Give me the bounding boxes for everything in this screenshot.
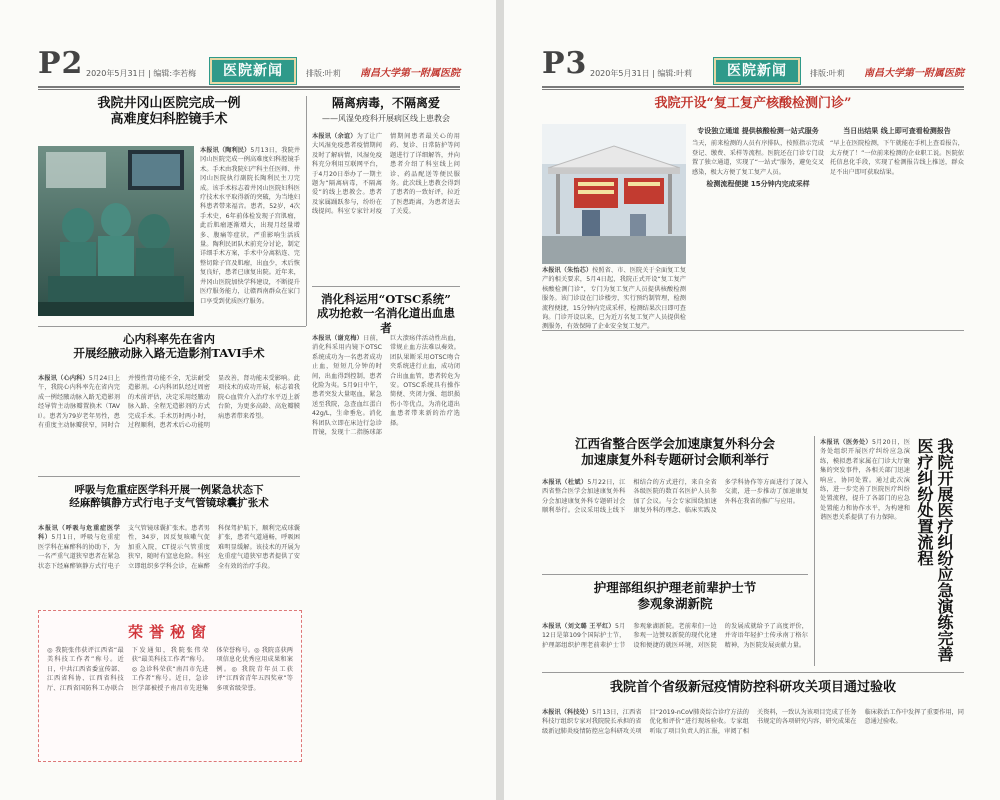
surgery-photo-image [38, 146, 194, 316]
article-text: “早上在医院检测，下午就能在手机上查看报告，太方便了！”一位前来检测的企业职工说。医院依托信息化手段，实现了检测报告线上推送，群众足不出户即可获取结果。 [830, 140, 964, 176]
layout-name: 叶莉 [324, 69, 341, 78]
article-text: 日前，消化科采用内镜下OTSC系统成功为一名患者成功止血，短短几分钟的时间，出血得到控制，患者化险为夷。5月9日中午，患者突发大量呕血，紧急送至我院，急查血红蛋白42g/L，生命垂危。消化科团队立即在床边行急诊胃镜，发现十二指肠球部巨大溃疡伴活动性出血，常规止血方法难以奏效。团队果断采用OTSC吻合夹系统进行止血，成功闭合出血血管，患者转危为安。OTSC系统具有操作简便、夹闭力强、组织损伤小等优点，为消化道出血患者带来新的治疗选择。 [312, 335, 460, 437]
subheadline: ——风湿免疫科开展病区线上患教会 [322, 114, 450, 123]
honors-title: 荣誉秘窗 [127, 623, 212, 641]
article-eras-headline [542, 436, 808, 476]
article-testing-clinic-headline [542, 96, 964, 118]
header-rule-thin [542, 89, 964, 90]
issue-date-text: 2020年5月31日 [86, 69, 146, 78]
headline-line1: 心内科率先在省内 [123, 332, 215, 346]
issue-date: 2020年5月31日 | 编辑:李若梅 [86, 69, 197, 78]
byline: 本报讯（杜斌） [542, 479, 588, 486]
page-header [542, 48, 964, 88]
article-text: 按照省、市、医院关于全面复工复产的相关要求，5月4日起，我院正式开设“复工复产核酸检测门诊”，专门为复工复产人员提供核酸检测服务。该门诊设在门诊楼旁，实行预约制管理，检测流程便捷，15分钟内完成采样，检测结果次日即可查询。门诊开设以来，已为近万名复工复产人员提供检测服务，有效保障了企业安全复工复产。 [542, 267, 687, 331]
editor-name: 李若梅 [172, 69, 197, 78]
article-text: 当天，前来检测的人员有序排队，按照指示完成登记、缴费、采样等流程。医院还在门诊专门设置了独立通道，实现了“一站式”服务，避免交叉感染，极大方便了复工复产人员。 [692, 140, 824, 176]
article-drill-body [820, 438, 910, 664]
headline: 我院开设“复工复产核酸检测门诊” [654, 96, 852, 111]
byline: 本报讯（朱怡芯） [542, 267, 593, 274]
article-text: 5月20日，医务处组织开展医疗纠纷应急演练，模拟患者家属在门诊大厅聚集的突发事件，各相关部门迅速响应，协同处置。通过此次演练，进一步完善了医院医疗纠纷处置流程，提升了各部门的应急处置能力和协作水平，为构建和谐医患关系提供了有力保障。 [820, 439, 911, 522]
article-testing-clinic-col3 [830, 124, 964, 324]
section-divider [542, 672, 964, 673]
newspaper-page-p2 [0, 0, 496, 800]
section-divider [542, 330, 964, 331]
section-divider [38, 476, 300, 477]
headline-line1: 护理部组织护理老前辈护士节 [593, 580, 757, 595]
page-gutter [496, 0, 504, 800]
headline: 我院首个省级新冠疫情防控科研攻关项目通过验收 [609, 680, 896, 695]
byline: 本报讯（刘文璐 王平红） [542, 623, 615, 630]
section-divider [312, 286, 460, 287]
section-divider [542, 574, 808, 575]
page-number: P2 [38, 46, 84, 81]
article-nursing-headline [542, 580, 808, 620]
layout-label: 排版: [306, 69, 325, 78]
column-divider [814, 436, 815, 666]
page-number: P3 [542, 46, 588, 81]
hospital-name: 南昌大学第一附属医院 [360, 68, 460, 79]
page-header [38, 48, 460, 88]
headline-line1: 呼吸与危重症医学科开展一例紧急状态下 [74, 484, 264, 496]
headline-line2: 高难度妇科腔镜手术 [110, 112, 228, 128]
byline: 本报讯（呼吸与危重症医学科） [38, 525, 120, 542]
byline: 本报讯（科技处） [542, 709, 593, 716]
article-text: 5月12日是第109个国际护士节，护理部组织护理老前辈护士节参观象湖新院。老前辈们一边参观一边赞叹新院的现代化建设和便捷的就医环境，对医院的发展成就给予了高度评价，并寄语年轻护士传承南丁格尔精神，为医院发展贡献力量。 [542, 623, 808, 649]
testing-tent-image [542, 124, 686, 264]
header-rule [542, 86, 964, 88]
article-text: 5月24日上午，我院心内科率先在省内完成一例经腋动脉入路无造影剂经导管主动脉瓣置换术（TAVI）。患者为79岁老年男性，患有重度主动脉瓣狭窄，同时合并慢性肾功能不全，无法耐受造影剂。心内科团队经过周密的术前评估，决定采用经腋动脉入路、全程无造影剂的方式完成手术。手术历时两小时，过程顺利，患者术后心功能明显改善，肾功能未受影响。此项技术的成功开展，标志着我院心血管介入治疗水平迈上新台阶，为更多高龄、高危瓣膜病患者带来希望。 [38, 375, 300, 430]
issue-date: 2020年5月31日 | 编辑:叶莉 [590, 69, 693, 78]
article-testing-clinic-col2 [692, 124, 824, 324]
subhead-process: 检测流程便捷 15分钟内完成采样 [706, 180, 810, 189]
honors-box [38, 610, 302, 762]
headline-line2: 经麻醉镇静方式行电子支气管镜球囊扩张术 [69, 497, 269, 510]
subhead-results: 当日出结果 线上即可查看检测报告 [843, 127, 951, 135]
surgery-photo [38, 146, 194, 316]
issue-date-text: 2020年5月31日 [590, 69, 650, 78]
headline: 隔离病毒，不隔离爱 [331, 96, 440, 110]
testing-tent-photo [542, 124, 686, 264]
article-gynecology-headline [38, 96, 300, 126]
hospital-name: 南昌大学第一附属医院 [864, 68, 964, 79]
article-testing-clinic-lead [542, 266, 687, 331]
article-bronchoscopy-body [38, 524, 300, 604]
article-nursing-body [542, 622, 808, 664]
article-otsc-headline [312, 292, 460, 335]
section-divider [38, 326, 306, 327]
article-research-body [542, 708, 964, 768]
headline-line2: 参观象湖新院 [637, 595, 713, 611]
layout-label: 排版: [810, 69, 829, 78]
article-text: 5月13日，我院井冈山医院完成一例高难度妇科腔镜手术。手术由我院妇产科主任医师、井冈山医院执行副院长陶利民主刀完成。该手术标志着井冈山医院妇科医疗技术水平取得新的突破，为当地妇科患者带来福音。患者，52岁，4次手术史，6年前体检发现子宫肌瘤，此后肌瘤逐渐增大，出现月经量增多、腹痛等症状，严重影响生活质量。陶利民团队术前充分讨论，制定详细手术方案，手术中分离粘连、完整切除子宫及肌瘤，出血少，术后恢复良好，患者已康复出院。近年来，井冈山医院加快学科建设，不断提升医疗服务能力，让赣西南群众在家门口享受到优质医疗服务。 [200, 147, 301, 305]
byline: 本报讯（心内科） [38, 375, 89, 382]
article-gynecology-body [200, 146, 300, 318]
article-text: 5月13日，江西省科技厅组织专家对我院院长承担的省级新冠肺炎疫情防控应急科研攻关项目“2019-nCoV肺炎综合诊疗方法的优化和评价”进行现场验收。专家组听取了项目负责人的汇报，审阅了相关资料，一致认为该项目完成了任务书规定的各项研究内容，研究成果在临床救治工作中发挥了重要作用，同意通过验收。 [542, 709, 964, 735]
headline-line2: 开展经腋动脉入路无造影剂TAVI手术 [73, 346, 265, 361]
newspaper-page-p3 [504, 0, 1000, 800]
headline-line2: 成功抢救一名消化道出血患者 [317, 306, 455, 335]
article-bronchoscopy-headline [38, 484, 300, 520]
byline: 本报讯（医务处） [820, 439, 872, 446]
honors-body: ◎ 我院张伟获评江西省“最美科技工作者”称号。近日，中共江西省委宣传部、江西省科协、江西省科技厅、江西省国防科工办联合下发通知，我院张伟荣获“最美科技工作者”称号。◎ 急诊科荣获“南昌市先进工作者”称号。近日，急诊医学部被授予南昌市先进集体荣誉称号。◎ 我院喜获两项信息化优秀应用成果和案例。◎ 我院青年员工获评“江西省青年五四奖章”等多项省级荣誉。 [47, 647, 293, 692]
byline: 本报讯（谢克梅） [312, 335, 364, 342]
layout-credit [306, 68, 341, 79]
headline-line1: 江西省整合医学会加速康复外科分会 [574, 436, 775, 451]
editor-label: 编辑: [153, 69, 173, 78]
headline-vertical: 我院开展医疗纠纷应急演练完善医疗纠纷处置流程 [915, 438, 954, 662]
editor-label: 编辑: [657, 69, 677, 78]
subhead-channel: 专设独立通道 提供核酸检测一站式服务 [697, 127, 819, 135]
article-rheumatology-body [312, 132, 460, 280]
column-divider [306, 96, 307, 326]
byline: 本报讯（余谊） [312, 133, 357, 140]
layout-credit [810, 68, 845, 79]
layout-name: 叶莉 [828, 69, 845, 78]
article-rheumatology-headline [312, 96, 460, 136]
header-rule [38, 86, 460, 88]
article-research-headline [542, 680, 964, 702]
article-otsc-body [312, 334, 460, 604]
article-text: 5月22日，江西省整合医学会加速康复外科分会加速康复外科专题研讨会顺利举行。会议采用线上线下相结合的方式进行，来自全省各级医院的数百名医护人员参加了会议。与会专家围绕加速康复外科的理念、临床实践及多学科协作等方面进行了深入交流，进一步推动了加速康复外科在我省的推广与应用。 [542, 479, 808, 515]
headline-line2: 加速康复外科专题研讨会顺利举行 [581, 451, 769, 467]
headline-line1: 消化科运用“OTSC系统” [321, 292, 451, 306]
section-masthead: 医院新闻 [714, 58, 800, 84]
headline-line1: 我院井冈山医院完成一例 [97, 96, 241, 111]
article-text: 为了让广大风湿免疫患者疫情期间及时了解病情，风湿免疫科充分利用互联网平台，于4月20日举办了一期主题为“隔离病毒，不隔离爱”的线上患教会。患者及家属踊跃参与，纷纷在线提问。科室专家针对疫情期间患者最关心的用药、复诊、日常防护等问题进行了详细解答，并向患者介绍了科室线上问诊、药品配送等便民服务。此次线上患教会得到了患者的一致好评，拉近了医患距离，为患者送去了关爱。 [312, 133, 460, 216]
editor-name: 叶莉 [676, 69, 693, 78]
byline: 本报讯（陶利民） [200, 147, 251, 154]
article-text: 5月1日，呼吸与危重症医学科在麻醉科的协助下，为一名严重气道狭窄患者在紧急状态下经麻醉镇静方式行电子支气管镜球囊扩张术。患者男性，34岁，因反复咳嗽气促加重入院，CT提示气管重度狭窄，随时有窒息危险。科室立即组织多学科会诊，在麻醉科保驾护航下，顺利完成球囊扩张，患者气道通畅，呼吸困难明显缓解。该技术的开展为危重症气道狭窄患者提供了安全有效的治疗手段。 [38, 525, 300, 570]
article-tavi-headline [38, 332, 300, 370]
article-tavi-body [38, 374, 300, 470]
article-eras-body [542, 478, 808, 570]
article-drill-headline [914, 438, 964, 664]
header-rule-thin [38, 89, 460, 90]
section-masthead: 医院新闻 [210, 58, 296, 84]
